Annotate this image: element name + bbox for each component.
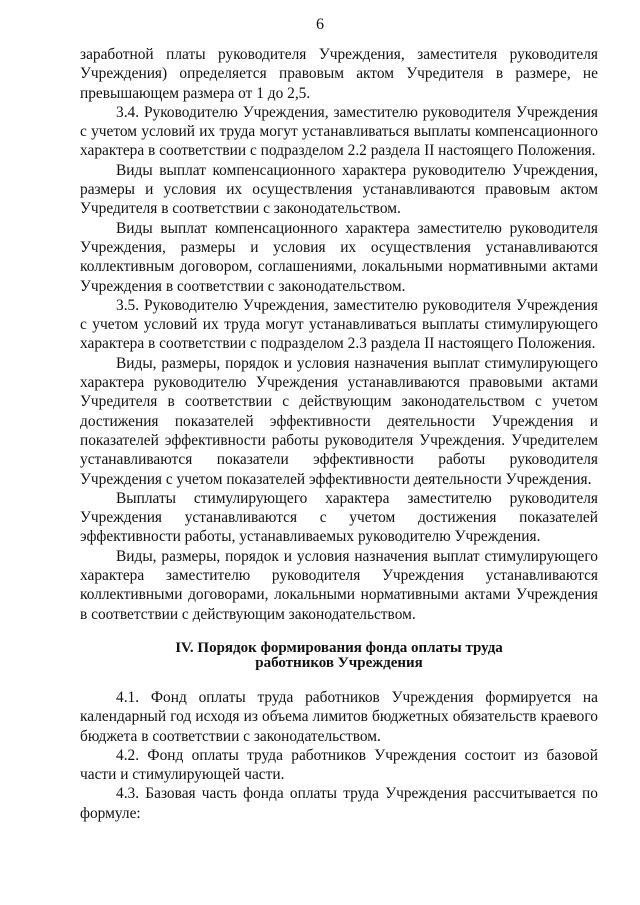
section-heading-line1: IV. Порядок формирования фонда оплаты труда xyxy=(175,639,503,656)
paragraph-3-5: 3.5. Руководителю Учреждения, заместителю руководителя Учреждения с учетом условий их труда могут устанавливаться выплаты стимулирующего характера в соответствии с подразделом 2.3 раздела II настоящего Положения. xyxy=(80,296,598,353)
paragraph-4-2: 4.2. Фонд оплаты труда работников Учреждения состоит из базовой части и стимулирующей части. xyxy=(80,746,598,784)
section-heading-iv xyxy=(80,641,598,671)
paragraph-incentive-deputy-types: Виды, размеры, порядок и условия назначения выплат стимулирующего характера заместителю руководителя Учреждения устанавливаются коллективными договорами, локальными нормативными актами Учреждения в соответствии с действующим законодательством. xyxy=(80,547,598,623)
paragraph-3-4: 3.4. Руководителю Учреждения, заместителю руководителя Учреждения с учетом условий их труда могут устанавливаться выплаты компенсационного характера в соответствии с подразделом 2.2 раздела II настоящего Положения. xyxy=(80,103,598,160)
paragraph-4-3: 4.3. Базовая часть фонда оплаты труда Учреждения рассчитывается по формуле: xyxy=(80,785,598,822)
document-body xyxy=(80,45,598,823)
section-heading-line2: работников Учреждения xyxy=(255,654,423,671)
page-number: 6 xyxy=(316,16,324,33)
paragraph-continuation: заработной платы руководителя Учреждения, заместителя руководителя Учреждения) определяется правовым актом Учредителя в размере, не превышающем размера от 1 до 2,5. xyxy=(80,46,598,102)
paragraph-compensation-deputy: Виды выплат компенсационного характера заместителю руководителя Учреждения, размеры и условия их осуществления устанавливаются коллективным договором, соглашениями, локальными нормативными актами Учреждения в соответствии с законодательством. xyxy=(80,219,598,295)
paragraph-compensation-head: Виды выплат компенсационного характера руководителю Учреждения, размеры и условия их осуществления устанавливаются правовым актом Учредителя в соответствии с законодательством. xyxy=(80,161,598,218)
paragraph-4-1: 4.1. Фонд оплаты труда работников Учреждения формируется на календарный год исходя из объема лимитов бюджетных обязательств краевого бюджета в соответствии с законодательством. xyxy=(80,688,598,745)
paragraph-incentive-deputy-payments: Выплаты стимулирующего характера заместителю руководителя Учреждения устанавливаются с учетом достижения показателей эффективности работы, устанавливаемых руководителю Учреждения. xyxy=(80,489,598,546)
paragraph-incentive-head: Виды, размеры, порядок и условия назначения выплат стимулирующего характера руководителю Учреждения устанавливаются правовыми актами Учредителя в соответствии с действующим законодательством с учетом достижения показателей эффективности деятельности Учреждения и показателей эффективности работы руководителя Учреждения. Учредителем устанавливаются показатели эффективности работы руководителя Учреждения с учетом показателей эффективности деятельности Учреждения. xyxy=(80,354,598,488)
